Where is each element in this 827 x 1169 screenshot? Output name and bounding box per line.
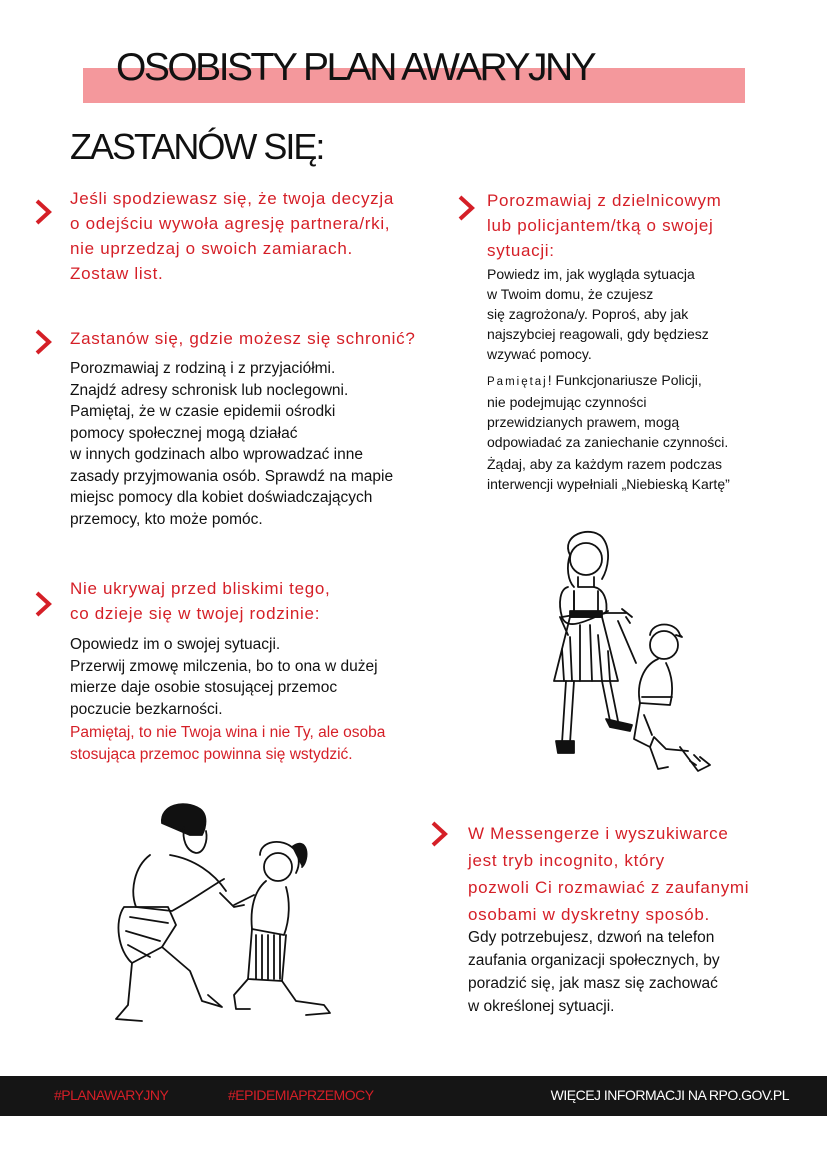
section-incognito-heading: W Messengerze i wyszukiwarce jest tryb incognito, który pozwoli Ci rozmawiać z zaufanymi osobami w dyskretny sposób. (468, 824, 750, 924)
chevron-right-icon (34, 590, 52, 618)
hashtag-plan: #PLANAWARYJNY (54, 1087, 169, 1103)
section-family-body: Opowiedz im o swojej sytuacji. Przerwij zmowę milczenia, bo to ona w dużej mierze daje osobie stosującej przemoc poczucie bezkarności. (70, 636, 378, 718)
section-police-bluecard: Żądaj, aby za każdym razem podczas interwencji wypełniali „Niebieską Kartę” (487, 456, 730, 492)
section-family-heading: Nie ukrywaj przed bliskimi tego, co dzieje się w twojej rodzinie: (70, 579, 331, 623)
illustration-pulling (110, 795, 360, 1040)
more-info-link: WIĘCEJ INFORMACJI NA RPO.GOV.PL (550, 1087, 789, 1103)
section-police-body: Powiedz im, jak wygląda sytuacja w Twoim domu, że czujesz się zagrożona/y. Poproś, aby jak najszybciej reagowali, gdy będziesz wzywać pomocy. (487, 266, 709, 362)
chevron-right-icon (34, 328, 52, 356)
hashtag-epidemic: #EPIDEMIAPRZEMOCY (228, 1087, 374, 1103)
warning-text: ! Funkcjonariusze Policji, nie podejmując czynności przewidzianych prawem, mogą odpowiadać za zaniechanie czynności. (487, 372, 729, 450)
chevron-right-icon (34, 198, 52, 226)
page-subtitle: ZASTANÓW SIĘ: (70, 126, 324, 167)
chevron-right-icon (457, 194, 475, 222)
chevron-right-icon (430, 820, 448, 848)
section-police-heading: Porozmawiaj z dzielnicowym lub policjantem/tką o swojej sytuacji: (487, 191, 722, 260)
footer-bar (0, 1076, 827, 1116)
section-family-reminder: Pamiętaj, to nie Twoja wina i nie Ty, ale osoba stosująca przemoc powinna się wstydzić. (70, 724, 386, 763)
section-escape-heading: Jeśli spodziewasz się, że twoja decyzja o odejściu wywoła agresję partnera/rki, nie uprzedzaj o swoich zamiarach. Zostaw list. (70, 189, 394, 283)
warning-lead: Pamiętaj (487, 376, 548, 388)
illustration-struggle (540, 525, 740, 790)
section-shelter-heading: Zastanów się, gdzie możesz się schronić? (70, 329, 416, 348)
section-shelter-body: Porozmawiaj z rodziną i z przyjaciółmi. Znajdź adresy schronisk lub noclegowni. Pamiętaj, że w czasie epidemii ośrodki pomocy społecznej mogą działać w innych godzinach albo wprowadzać inne zasady przyjmowania osób. Sprawdź na mapie miejsc pomocy dla kobiet doświadczających przemocy, kto może pomóc. (70, 360, 394, 528)
page-title: OSOBISTY PLAN AWARYJNY (116, 46, 595, 89)
section-incognito-body: Gdy potrzebujesz, dzwoń na telefon zaufania organizacji społecznych, by poradzić się, jak masz się zachować w określonej sytuacji. (468, 929, 720, 1015)
section-police-warning (487, 370, 787, 452)
